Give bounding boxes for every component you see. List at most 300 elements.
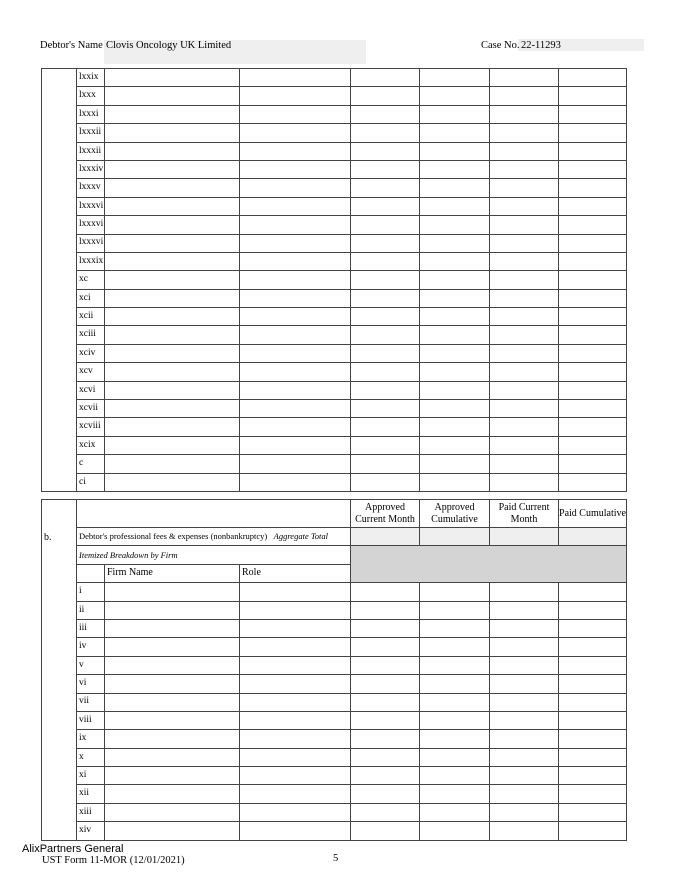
data-cell[interactable] [490,252,559,270]
data-cell[interactable] [105,785,240,803]
itemized-label-cell [77,546,351,564]
data-cell[interactable] [351,638,420,656]
data-cell[interactable] [240,308,351,326]
data-cell[interactable] [105,344,240,362]
data-cell[interactable] [559,289,627,307]
aggregate-paid-cumulative[interactable] [559,528,627,546]
data-cell[interactable] [420,748,490,766]
data-cell[interactable] [490,473,559,491]
aggregate-approved-cumulative[interactable] [420,528,490,546]
data-cell[interactable] [105,105,240,123]
data-cell[interactable] [490,638,559,656]
data-cell[interactable] [240,730,351,748]
data-cell[interactable] [420,105,490,123]
data-cell[interactable] [105,197,240,215]
data-cell[interactable] [240,216,351,234]
row-label: lxxxvi [77,197,105,215]
data-cell[interactable] [559,803,627,821]
data-cell[interactable] [490,822,559,840]
data-cell[interactable] [490,400,559,418]
data-cell[interactable] [420,675,490,693]
data-cell[interactable] [240,418,351,436]
data-cell[interactable] [240,785,351,803]
data-cell[interactable] [559,216,627,234]
row-label: lxxxvi [77,234,105,252]
data-cell[interactable] [490,142,559,160]
data-cell[interactable] [490,179,559,197]
table-row [42,142,627,160]
data-cell[interactable] [105,179,240,197]
table-row [42,583,627,601]
data-cell[interactable] [559,381,627,399]
data-cell[interactable] [351,400,420,418]
row-label: lxxix [77,69,105,87]
data-cell[interactable] [240,142,351,160]
data-cell[interactable] [490,271,559,289]
data-cell[interactable] [559,418,627,436]
data-cell[interactable] [559,638,627,656]
data-cell[interactable] [240,767,351,785]
data-cell[interactable] [420,197,490,215]
data-cell[interactable] [105,124,240,142]
table-row [42,252,627,270]
data-cell[interactable] [490,197,559,215]
footer-firm: AlixPartners General [22,843,124,855]
data-cell[interactable] [105,455,240,473]
row-label: xcix [77,436,105,454]
data-cell[interactable] [351,436,420,454]
data-cell[interactable] [351,583,420,601]
data-cell[interactable] [351,455,420,473]
data-cell[interactable] [240,619,351,637]
data-cell[interactable] [490,344,559,362]
data-cell[interactable] [490,308,559,326]
data-cell[interactable] [559,473,627,491]
row-label: lxxxix [77,252,105,270]
data-cell[interactable] [420,400,490,418]
data-cell[interactable] [490,326,559,344]
data-cell[interactable] [420,436,490,454]
data-cell[interactable] [105,822,240,840]
data-cell[interactable] [559,455,627,473]
data-cell[interactable] [351,105,420,123]
data-cell[interactable] [240,583,351,601]
row-label: lxxxiv [77,160,105,178]
table-row [42,693,627,711]
data-cell[interactable] [490,675,559,693]
col-header-approved-cumulative: Approved Cumulative [420,500,490,528]
data-cell[interactable] [559,619,627,637]
data-cell[interactable] [420,179,490,197]
data-cell[interactable] [105,234,240,252]
data-cell[interactable] [240,711,351,729]
data-cell[interactable] [490,583,559,601]
data-cell[interactable] [351,271,420,289]
data-cell[interactable] [559,160,627,178]
data-cell[interactable] [559,69,627,87]
data-cell[interactable] [105,583,240,601]
data-cell[interactable] [420,455,490,473]
data-cell[interactable] [240,271,351,289]
data-cell[interactable] [420,711,490,729]
data-cell[interactable] [105,473,240,491]
data-cell[interactable] [105,601,240,619]
data-cell[interactable] [559,748,627,766]
data-cell[interactable] [559,271,627,289]
footer-form: UST Form 11-MOR (12/01/2021) [42,855,185,866]
data-cell[interactable] [420,160,490,178]
data-cell[interactable] [105,730,240,748]
row-label: lxxxii [77,142,105,160]
row-label: xiii [77,803,105,821]
data-cell[interactable] [559,436,627,454]
data-cell[interactable] [240,803,351,821]
row-label: xi [77,767,105,785]
table-row [42,601,627,619]
data-cell[interactable] [240,455,351,473]
data-cell[interactable] [240,87,351,105]
data-cell[interactable] [351,748,420,766]
data-cell[interactable] [351,216,420,234]
data-cell[interactable] [105,289,240,307]
data-cell[interactable] [351,142,420,160]
data-cell[interactable] [105,675,240,693]
data-cell[interactable] [420,87,490,105]
data-cell[interactable] [420,619,490,637]
row-label: vi [77,675,105,693]
table-row [42,160,627,178]
data-cell[interactable] [490,216,559,234]
data-cell[interactable] [240,326,351,344]
data-cell[interactable] [351,289,420,307]
data-cell[interactable] [420,656,490,674]
data-cell[interactable] [351,160,420,178]
section-label: b. [44,532,52,543]
data-cell[interactable] [351,252,420,270]
data-cell[interactable] [420,69,490,87]
data-cell[interactable] [105,436,240,454]
data-cell[interactable] [559,730,627,748]
data-cell[interactable] [559,87,627,105]
data-cell[interactable] [490,455,559,473]
header-row [42,500,627,528]
data-cell[interactable] [240,693,351,711]
data-cell[interactable] [559,234,627,252]
data-cell[interactable] [105,381,240,399]
data-cell[interactable] [490,124,559,142]
data-cell[interactable] [105,693,240,711]
data-cell[interactable] [105,619,240,637]
data-cell[interactable] [420,216,490,234]
data-cell[interactable] [559,124,627,142]
row-label: xciii [77,326,105,344]
data-cell[interactable] [351,363,420,381]
table-row [42,656,627,674]
data-cell[interactable] [559,675,627,693]
data-cell[interactable] [559,344,627,362]
table-row [42,308,627,326]
data-cell[interactable] [490,748,559,766]
data-cell[interactable] [240,381,351,399]
data-cell[interactable] [105,252,240,270]
data-cell[interactable] [490,601,559,619]
data-cell[interactable] [420,601,490,619]
data-cell[interactable] [490,803,559,821]
data-cell[interactable] [490,363,559,381]
row-label: xc [77,271,105,289]
data-cell[interactable] [559,601,627,619]
data-cell[interactable] [105,160,240,178]
data-cell[interactable] [105,142,240,160]
table-row [42,179,627,197]
fees-label: Debtor's professional fees & expenses (nonbankruptcy) [79,531,268,542]
table-row [42,197,627,215]
data-cell[interactable] [105,271,240,289]
data-cell[interactable] [420,730,490,748]
row-label: x [77,748,105,766]
table-row [42,803,627,821]
table-row [42,234,627,252]
data-cell[interactable] [351,87,420,105]
aggregate-approved-current[interactable] [351,528,420,546]
data-cell[interactable] [240,638,351,656]
data-cell[interactable] [420,289,490,307]
data-cell[interactable] [105,418,240,436]
data-cell[interactable] [351,473,420,491]
data-cell[interactable] [240,69,351,87]
data-cell[interactable] [105,803,240,821]
data-cell[interactable] [105,638,240,656]
data-cell[interactable] [490,234,559,252]
data-cell[interactable] [490,767,559,785]
data-cell[interactable] [559,252,627,270]
row-label: xci [77,289,105,307]
table-row [42,675,627,693]
data-cell[interactable] [240,675,351,693]
table-row [42,271,627,289]
data-cell[interactable] [490,656,559,674]
header-blank [77,500,351,528]
itemized-label: Itemized Breakdown by Firm [79,549,178,560]
section-cell [42,500,77,841]
data-cell[interactable] [559,179,627,197]
data-cell[interactable] [351,69,420,87]
data-cell[interactable] [240,197,351,215]
data-cell[interactable] [420,381,490,399]
data-cell[interactable] [351,785,420,803]
data-cell[interactable] [105,767,240,785]
data-cell[interactable] [490,711,559,729]
data-cell[interactable] [351,179,420,197]
data-cell[interactable] [351,601,420,619]
row-label: iii [77,619,105,637]
table-row [42,87,627,105]
data-cell[interactable] [420,271,490,289]
data-cell[interactable] [420,142,490,160]
data-cell[interactable] [490,289,559,307]
data-cell[interactable] [490,381,559,399]
data-cell[interactable] [351,381,420,399]
data-cell[interactable] [490,436,559,454]
data-cell[interactable] [240,656,351,674]
data-cell[interactable] [240,234,351,252]
data-cell[interactable] [105,400,240,418]
data-cell[interactable] [559,583,627,601]
table-row [42,124,627,142]
data-cell[interactable] [105,69,240,87]
data-cell[interactable] [351,693,420,711]
data-cell[interactable] [490,160,559,178]
data-cell[interactable] [351,730,420,748]
data-cell[interactable] [351,822,420,840]
data-cell[interactable] [351,326,420,344]
data-cell[interactable] [240,252,351,270]
data-cell[interactable] [105,656,240,674]
data-cell[interactable] [420,767,490,785]
data-cell[interactable] [105,216,240,234]
data-cell[interactable] [490,418,559,436]
data-cell[interactable] [559,711,627,729]
row-label: xcviii [77,418,105,436]
data-cell[interactable] [351,234,420,252]
table-row [42,344,627,362]
data-cell[interactable] [240,822,351,840]
fees-row [42,528,627,546]
debtor-name: Clovis Oncology UK Limited [106,40,232,51]
data-cell[interactable] [351,124,420,142]
data-cell[interactable] [240,179,351,197]
data-cell[interactable] [240,363,351,381]
data-cell[interactable] [420,234,490,252]
data-cell[interactable] [559,400,627,418]
data-cell[interactable] [559,197,627,215]
data-cell[interactable] [420,693,490,711]
data-cell[interactable] [351,619,420,637]
data-cell[interactable] [351,344,420,362]
table-row [42,418,627,436]
table-row [42,436,627,454]
data-cell[interactable] [559,656,627,674]
data-cell[interactable] [351,418,420,436]
data-cell[interactable] [490,619,559,637]
data-cell[interactable] [559,785,627,803]
table-row [42,748,627,766]
row-label: xcv [77,363,105,381]
row-label: c [77,455,105,473]
data-cell[interactable] [105,711,240,729]
section-cell [42,69,77,492]
case-number: 22-11293 [521,40,561,51]
row-label: lxxxi [77,105,105,123]
data-cell[interactable] [490,693,559,711]
data-cell[interactable] [240,289,351,307]
table-row [42,822,627,840]
data-cell[interactable] [559,105,627,123]
data-cell[interactable] [420,124,490,142]
data-cell[interactable] [420,344,490,362]
data-cell[interactable] [351,711,420,729]
table-row [42,216,627,234]
data-cell[interactable] [420,638,490,656]
firm-name-header: Firm Name [105,564,240,582]
data-cell[interactable] [240,601,351,619]
data-cell[interactable] [420,583,490,601]
data-cell[interactable] [240,124,351,142]
row-label: viii [77,711,105,729]
data-cell[interactable] [105,87,240,105]
aggregate-paid-current[interactable] [490,528,559,546]
data-cell[interactable] [490,730,559,748]
data-cell[interactable] [559,326,627,344]
table-row [42,400,627,418]
data-cell[interactable] [420,363,490,381]
continuation-table [41,68,627,492]
case-label: Case No. [481,40,520,51]
data-cell[interactable] [559,693,627,711]
data-cell[interactable] [559,308,627,326]
firm-header-blank [77,564,105,582]
col-header-approved-current: Approved Current Month [351,500,420,528]
data-cell[interactable] [420,326,490,344]
data-cell[interactable] [420,803,490,821]
data-cell[interactable] [490,785,559,803]
table-row [42,767,627,785]
data-cell[interactable] [420,473,490,491]
table-row [42,69,627,87]
data-cell[interactable] [490,69,559,87]
data-cell[interactable] [105,363,240,381]
data-cell[interactable] [240,344,351,362]
data-cell[interactable] [490,87,559,105]
data-cell[interactable] [240,748,351,766]
data-cell[interactable] [351,767,420,785]
row-label: xii [77,785,105,803]
data-cell[interactable] [559,767,627,785]
fees-label-cell [77,528,351,546]
data-cell[interactable] [240,160,351,178]
data-cell[interactable] [420,785,490,803]
data-cell[interactable] [240,436,351,454]
data-cell[interactable] [105,326,240,344]
data-cell[interactable] [240,473,351,491]
data-cell[interactable] [420,418,490,436]
data-cell[interactable] [420,252,490,270]
row-label: xciv [77,344,105,362]
col-header-paid-cumulative: Paid Cumulative [559,500,627,528]
data-cell[interactable] [105,308,240,326]
debtor-label: Debtor's Name [40,40,103,51]
data-cell[interactable] [490,105,559,123]
data-cell[interactable] [351,656,420,674]
data-cell[interactable] [420,308,490,326]
data-cell[interactable] [240,400,351,418]
data-cell[interactable] [559,363,627,381]
table-row [42,289,627,307]
data-cell[interactable] [420,822,490,840]
data-cell[interactable] [351,308,420,326]
row-label: ci [77,473,105,491]
data-cell[interactable] [351,803,420,821]
row-label: v [77,656,105,674]
data-cell[interactable] [351,675,420,693]
data-cell[interactable] [240,105,351,123]
data-cell[interactable] [105,748,240,766]
data-cell[interactable] [351,197,420,215]
data-cell[interactable] [559,822,627,840]
data-cell[interactable] [559,142,627,160]
itemized-row [42,546,627,564]
page-number: 5 [333,853,339,864]
